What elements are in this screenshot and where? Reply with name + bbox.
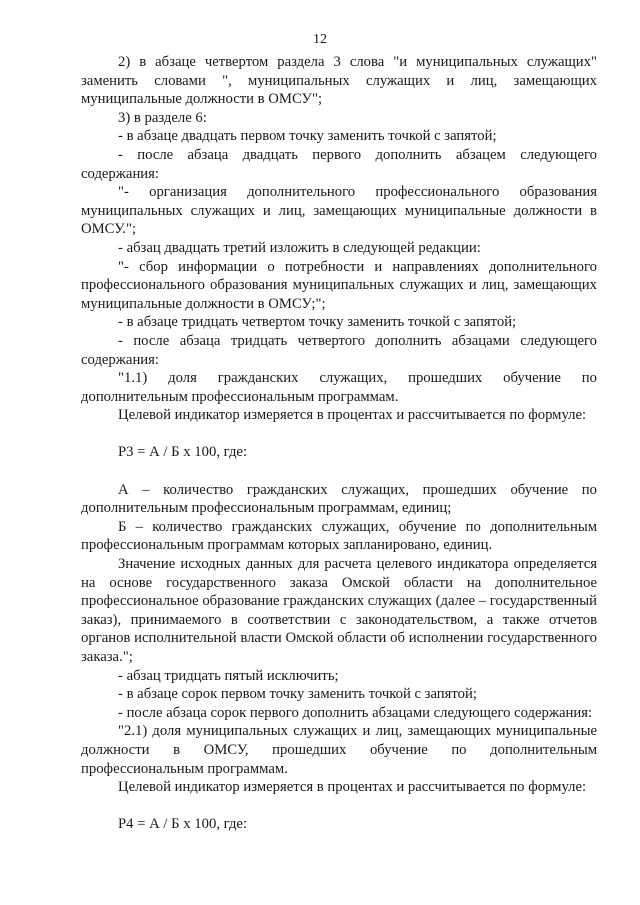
paragraph: - после абзаца тридцать четвертого дополнить абзацами следующего содержания: [81, 332, 597, 368]
paragraph: Целевой индикатор измеряется в процентах и рассчитывается по формуле: [118, 779, 587, 796]
paragraph: Целевой индикатор измеряется в процентах и рассчитывается по формуле: [118, 407, 587, 424]
blank-line [81, 425, 597, 444]
paragraph: "- сбор информации о потребности и направлениях дополнительного профессионального образования муниципальных служащих и лиц, замещающих муниципальные должности в ОМСУ;"; [81, 258, 597, 312]
paragraph: - после абзаца сорок первого дополнить абзацами следующего содержания: [118, 704, 593, 721]
paragraph: - абзац двадцать третий изложить в следующей редакции: [118, 239, 481, 256]
paragraph: - абзац тридцать пятый исключить; [118, 667, 339, 684]
paragraph: "2.1) доля муниципальных служащих и лиц, замещающих муниципальные должности в ОМСУ, прошедших обучение по дополнительным профессиональным программам. [81, 723, 597, 777]
paragraph: - в абзаце тридцать четвертом точку заменить точкой с запятой; [118, 314, 517, 331]
paragraph: Р3 = А / Б х 100, где: [118, 444, 248, 461]
paragraph: А – количество гражданских служащих, прошедших обучение по дополнительным профессиональным программам, единиц; [81, 481, 597, 517]
paragraph: - в абзаце двадцать первом точку заменить точкой с запятой; [118, 128, 497, 145]
paragraph: - после абзаца двадцать первого дополнить абзацем следующего содержания: [81, 146, 597, 182]
paragraph: Р4 = А / Б х 100, где: [118, 816, 248, 833]
blank-line [81, 797, 597, 816]
paragraph: "- организация дополнительного профессионального образования муниципальных служащих и лиц, замещающих муниципальные должности в ОМСУ."; [81, 184, 597, 238]
paragraph: Б – количество гражданских служащих, обучение по дополнительным профессиональным программам которых запланировано, единиц. [81, 518, 597, 554]
paragraph: 2) в абзаце четвертом раздела 3 слова "и муниципальных служащих" заменить словами ", муниципальных служащих и лиц, замещающих муниципальные должности в ОМСУ"; [81, 54, 597, 108]
paragraph: - в абзаце сорок первом точку заменить точкой с запятой; [118, 686, 477, 703]
document-body [81, 53, 597, 834]
paragraph: "1.1) доля гражданских служащих, прошедших обучение по дополнительным профессиональным программам. [81, 370, 597, 405]
paragraph: Значение исходных данных для расчета целевого индикатора определяется на основе государственного заказа Омской области на дополнительное профессиональное образование гражданских служащих (далее – государственный заказ), принимаемого в соответствии с законодательством, а также отчетов органов исполнительной власти Омской области об исполнении государственного заказа."; [81, 556, 597, 665]
blank-line [81, 462, 597, 481]
paragraph: 3) в разделе 6: [118, 109, 207, 126]
page-number: 12 [313, 32, 327, 47]
